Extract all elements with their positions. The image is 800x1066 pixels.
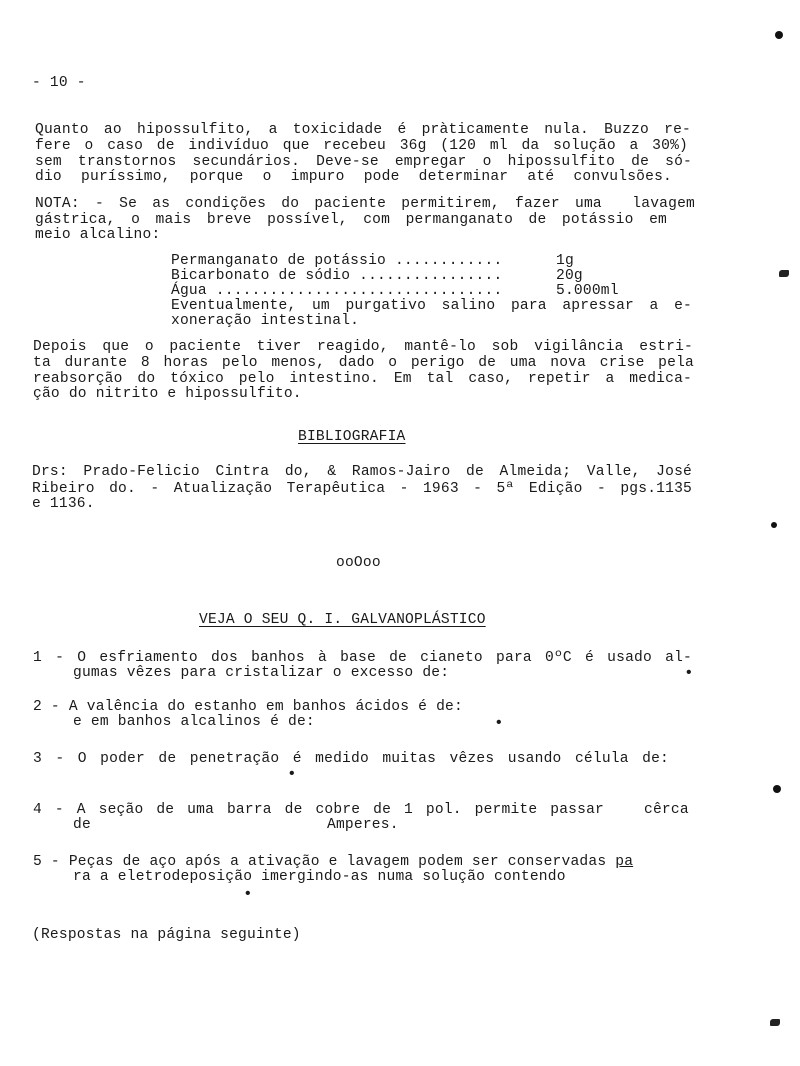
answer-blank-dot: • [243,885,253,903]
scan-artifact-mark [779,270,789,277]
question-line: Amperes. [327,817,399,833]
formula-item-name: Bicarbonato de sódio ................ [171,268,503,284]
quiz-heading: VEJA O SEU Q. I. GALVANOPLÁSTICO [199,612,486,628]
bibliography-heading: BIBLIOGRAFIA [298,429,406,445]
question-line: 4 - A seção de uma barra de cobre de 1 pol. permite passar [33,802,604,818]
section-separator: ooOoo [336,555,381,571]
question-line: gumas vêzes para cristalizar o excesso de: [73,665,450,681]
note-line: gástrica, o mais breve possível, com permanganato de potássio em [35,212,667,228]
paragraph-line: reabsorção do tóxico pelo intestino. Em tal caso, repetir a medica- [33,371,692,387]
formula-item-qty: 1g [556,253,574,269]
answer-blank-dot: • [684,664,694,682]
answer-blank-dot: • [494,714,504,732]
formula-note-line: xoneração intestinal. [171,313,360,329]
paragraph-line: ção do nitrito e hipossulfito. [33,386,302,402]
answers-note: (Respostas na página seguinte) [32,927,301,943]
question-line: e em banhos alcalinos é de: [73,714,315,730]
scan-artifact-mark [770,1019,780,1026]
note-line: meio alcalino: [35,227,161,243]
formula-item-name: Água ................................ [171,283,503,299]
question-line: 2 - A valência do estanho em banhos ácidos é de: [33,699,463,715]
question-text-underlined: pa [615,854,634,870]
question-line [33,855,693,870]
binder-hole-mark [773,785,781,793]
page-number: - 10 - [32,75,86,91]
bibliography-line: Ribeiro do. - Atualização Terapêutica - 1963 - 5ª Edição - pgs.1135 [32,481,692,497]
paragraph-line: dio puríssimo, porque o impuro pode determinar até convulsões. [35,169,672,185]
question-line-end: cêrca [644,802,689,818]
note-line: NOTA: - Se as condições do paciente permitirem, fazer uma lavagem [35,196,695,212]
answer-blank-dot: • [287,765,297,783]
binder-hole-mark [771,522,777,528]
paragraph-line: sem transtornos secundários. Deve-se empregar o hipossulfito de só- [35,154,692,170]
question-line: ra a eletrodeposição imergindo-as numa solução contendo [73,869,566,885]
question-line: 1 - O esfriamento dos banhos à base de cianeto para 0ºC é usado al- [33,650,692,666]
formula-note-line: Eventualmente, um purgativo salino para apressar a e- [171,298,692,314]
formula-item-qty: 5.000ml [556,283,619,299]
paragraph-line: Quanto ao hipossulfito, a toxicidade é pràticamente nula. Buzzo re- [35,122,691,138]
question-line: 3 - O poder de penetração é medido muitas vêzes usando célula de: [33,751,669,767]
formula-item-qty: 20g [556,268,583,284]
question-line: de [73,817,91,833]
paragraph-line: Depois que o paciente tiver reagido, mantê-lo sob vigilância estri- [33,339,693,355]
binder-hole-mark [775,31,783,39]
formula-item-name: Permanganato de potássio ............ [171,253,503,269]
paragraph-line: ta durante 8 horas pelo menos, dado o perigo de uma nova crise pela [33,355,694,371]
bibliography-line: e 1136. [32,496,95,512]
bibliography-line: Drs: Prado-Felicio Cintra do, & Ramos-Jairo de Almeida; Valle, José [32,464,692,480]
question-text: 5 - Peças de aço após a ativação e lavagem podem ser conservadas [33,854,616,870]
paragraph-line: fere o caso de indivíduo que recebeu 36g (120 ml da solução a 30%) [35,138,688,154]
